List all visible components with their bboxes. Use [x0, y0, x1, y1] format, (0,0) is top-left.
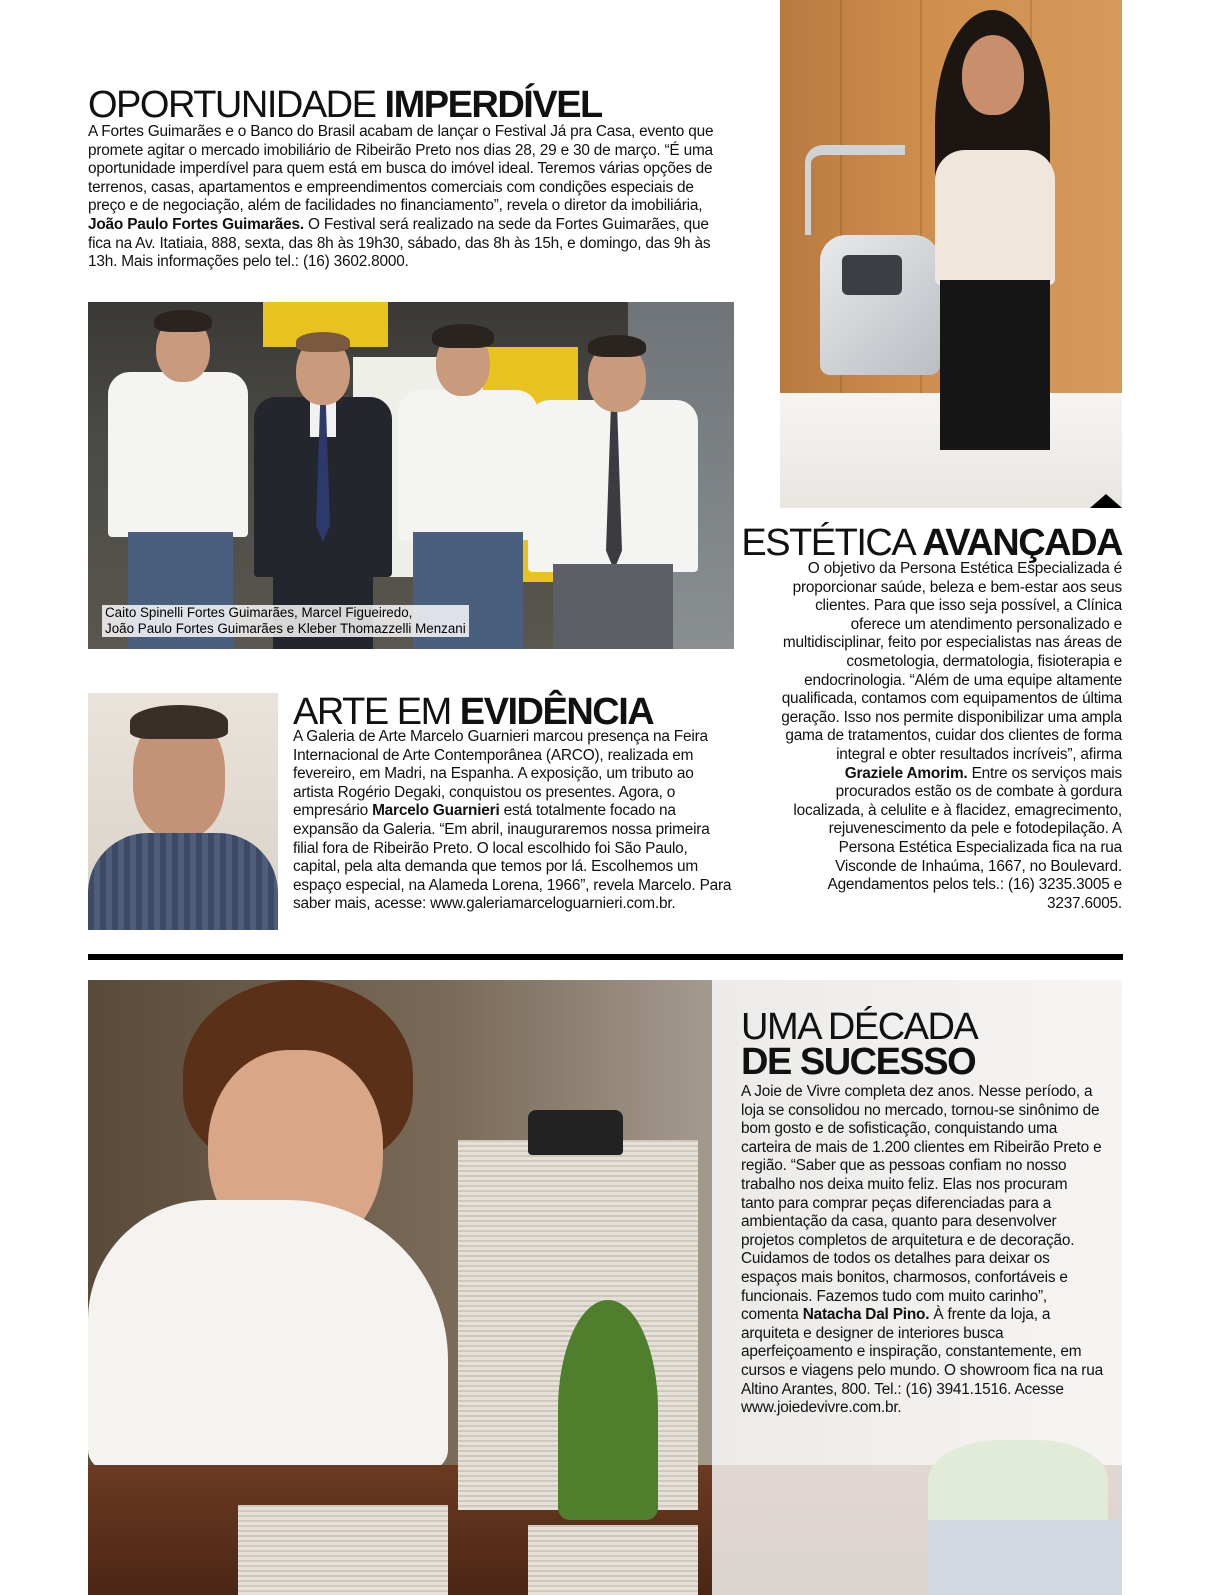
woman-skirt	[940, 280, 1050, 450]
machine-probes	[805, 145, 905, 235]
box-lid	[528, 1110, 623, 1155]
body-text: Entre os serviços mais procurados estão os de combate à gordura localizada, à celulite e à flacidez, emagrecimento, rejuvenescimento da pele e fotodepilação. A Persona Estética Especializada fica na rua Visconde de Inhaúma, 1667, no Boulevard. Agendamentos pelos tels.: (16) 3235.3005 e 3237.6005.	[793, 764, 1122, 912]
marcelo-photo	[88, 693, 278, 930]
man-shirt	[88, 833, 278, 930]
headline-bold: DE SUCESSO	[741, 1041, 976, 1083]
article-oportunidade-body	[88, 123, 721, 272]
body-text: está totalmente focado na expansão da Galeria. “Em abril, inauguraremos nossa primeira filial fora de Ribeirão Preto. O local escolhido foi São Paulo, capital, pela alta demanda que temos por lá. Escolhemos um espaço especial, na Alameda Lorena, 1966”, revela Marcelo. Para saber mais, acesse: www.galeriamarceloguarnieri.com.br.	[293, 802, 732, 913]
headline-oportunidade	[88, 86, 602, 124]
article-joie-body	[741, 1083, 1103, 1418]
article-estetica-body	[780, 560, 1122, 913]
man-hair	[130, 705, 228, 739]
highlighted-name: Graziele Amorim.	[844, 764, 968, 782]
photo-caption	[102, 605, 469, 637]
estetica-photo	[780, 0, 1122, 508]
body-text: A Galeria de Arte Marcelo Guarnieri marcou presença na Feira Internacional de Arte Contemporânea (ARCO), realizada em fevereiro, em Madri, na Espanha. A exposição, um tributo ao artista Rogério Degaki, conquistou os presentes. Agora, o empresário	[293, 728, 708, 820]
headline-bold: EVIDÊNCIA	[459, 691, 654, 733]
caption-line: Caito Spinelli Fortes Guimarães, Marcel Figueiredo,	[105, 605, 413, 620]
headline-light: ESTÉTICA	[741, 522, 923, 564]
person-shirt	[398, 390, 538, 540]
headline-joie	[741, 1006, 978, 1083]
body-text: O objetivo da Persona Estética Especializada é proporcionar saúde, beleza e bem-estar aos seus clientes. Para que isso seja possível, a Clínica oferece um atendimento personalizado e multidisciplinar, feito por especialistas nas áreas de cosmetologia, dermatologia, fisioterapia e endocrinologia. “Além de uma equipe altamente qualificada, contamos com equipamentos de última geração. Isso nos permite disponibilizar uma ampla gama de tratamentos, cuidar dos clientes de forma integral e obter resultados incríveis”, afirma	[781, 560, 1122, 763]
person-hair	[296, 332, 350, 352]
body-text: O Festival será realizado na sede da Fortes Guimarães, que fica na Av. Itatiaia, 888, sexta, das 8h às 19h30, sábado, das 8h às 15h, e domingo, das 9h às 13h. Mais informações pelo tel.: (16) 3602.8000.	[88, 215, 711, 271]
green-candlestick	[558, 1300, 658, 1520]
body-text: À frente da loja, a arquiteta e designer de interiores busca aperfeiçoamento e inspiração, constantemente, em cursos e viagens pelo mundo. O showroom fica na rua Altino Arantes, 800. Tel.: (16) 3941.1516. Acesse www.joiedevivre.com.br.	[741, 1306, 1103, 1417]
headline-estetica	[741, 524, 1122, 562]
woman-blouse	[935, 150, 1055, 285]
machine-screen	[842, 255, 902, 295]
headline-light: ARTE EM	[293, 691, 460, 733]
headline-bold: IMPERDÍVEL	[384, 84, 602, 126]
person-hair	[432, 324, 494, 348]
section-divider	[88, 954, 1123, 960]
person-pants	[553, 564, 673, 649]
headline-light: OPORTUNIDADE	[88, 84, 385, 126]
triangle-marker	[1090, 494, 1122, 508]
group-photo	[88, 302, 734, 649]
newsprint-box	[528, 1525, 698, 1595]
caption-line: João Paulo Fortes Guimarães e Kleber Thomazzelli Menzani	[105, 621, 466, 636]
headline-arte	[293, 693, 653, 731]
body-text: A Joie de Vivre completa dez anos. Nesse período, a loja se consolidou no mercado, tornou-se sinônimo de bom gosto e de sofisticação, conquistando uma carteira de mais de 1.200 clientes em Ribeirão Preto e região. “Saber que as pessoas confiam no nosso trabalho nos deixa muito feliz. Elas nos procuram tanto para comprar peças diferenciadas para a ambientação da casa, quanto para desenvolver projetos completos de arquitetura e de decoração. Cuidamos de todos os detalhes para deixar os espaços mais bonitos, charmosos, confortáveis e funcionais. Fazemos tudo com muito carinho”, comenta	[741, 1083, 1102, 1324]
headline-bold: AVANÇADA	[922, 522, 1122, 564]
person-hair	[588, 335, 646, 357]
highlighted-name: Marcelo Guarnieri	[372, 802, 500, 820]
highlighted-name: Natacha Dal Pino.	[802, 1306, 930, 1324]
newsprint-box	[238, 1505, 448, 1595]
person-shirt	[108, 372, 248, 537]
highlighted-name: João Paulo Fortes Guimarães.	[88, 215, 304, 233]
headline-light: UMA DÉCADA	[741, 1006, 978, 1048]
woman-face	[962, 35, 1024, 115]
article-arte-body	[293, 728, 733, 914]
body-text: A Fortes Guimarães e o Banco do Brasil acabam de lançar o Festival Já pra Casa, evento que promete agitar o mercado imobiliário de Ribeirão Preto nos dias 28, 29 e 30 de março. “É uma oportunidade imperdível para quem está em busca do imóvel ideal. Teremos várias opções de terrenos, casas, apartamentos e empreendimentos comerciais com condições especiais de preço e de negociação, além de facilidades no financiamento”, revela o diretor da imobiliária,	[88, 123, 714, 215]
person-hair	[154, 310, 212, 332]
woman-blouse	[88, 1200, 448, 1470]
